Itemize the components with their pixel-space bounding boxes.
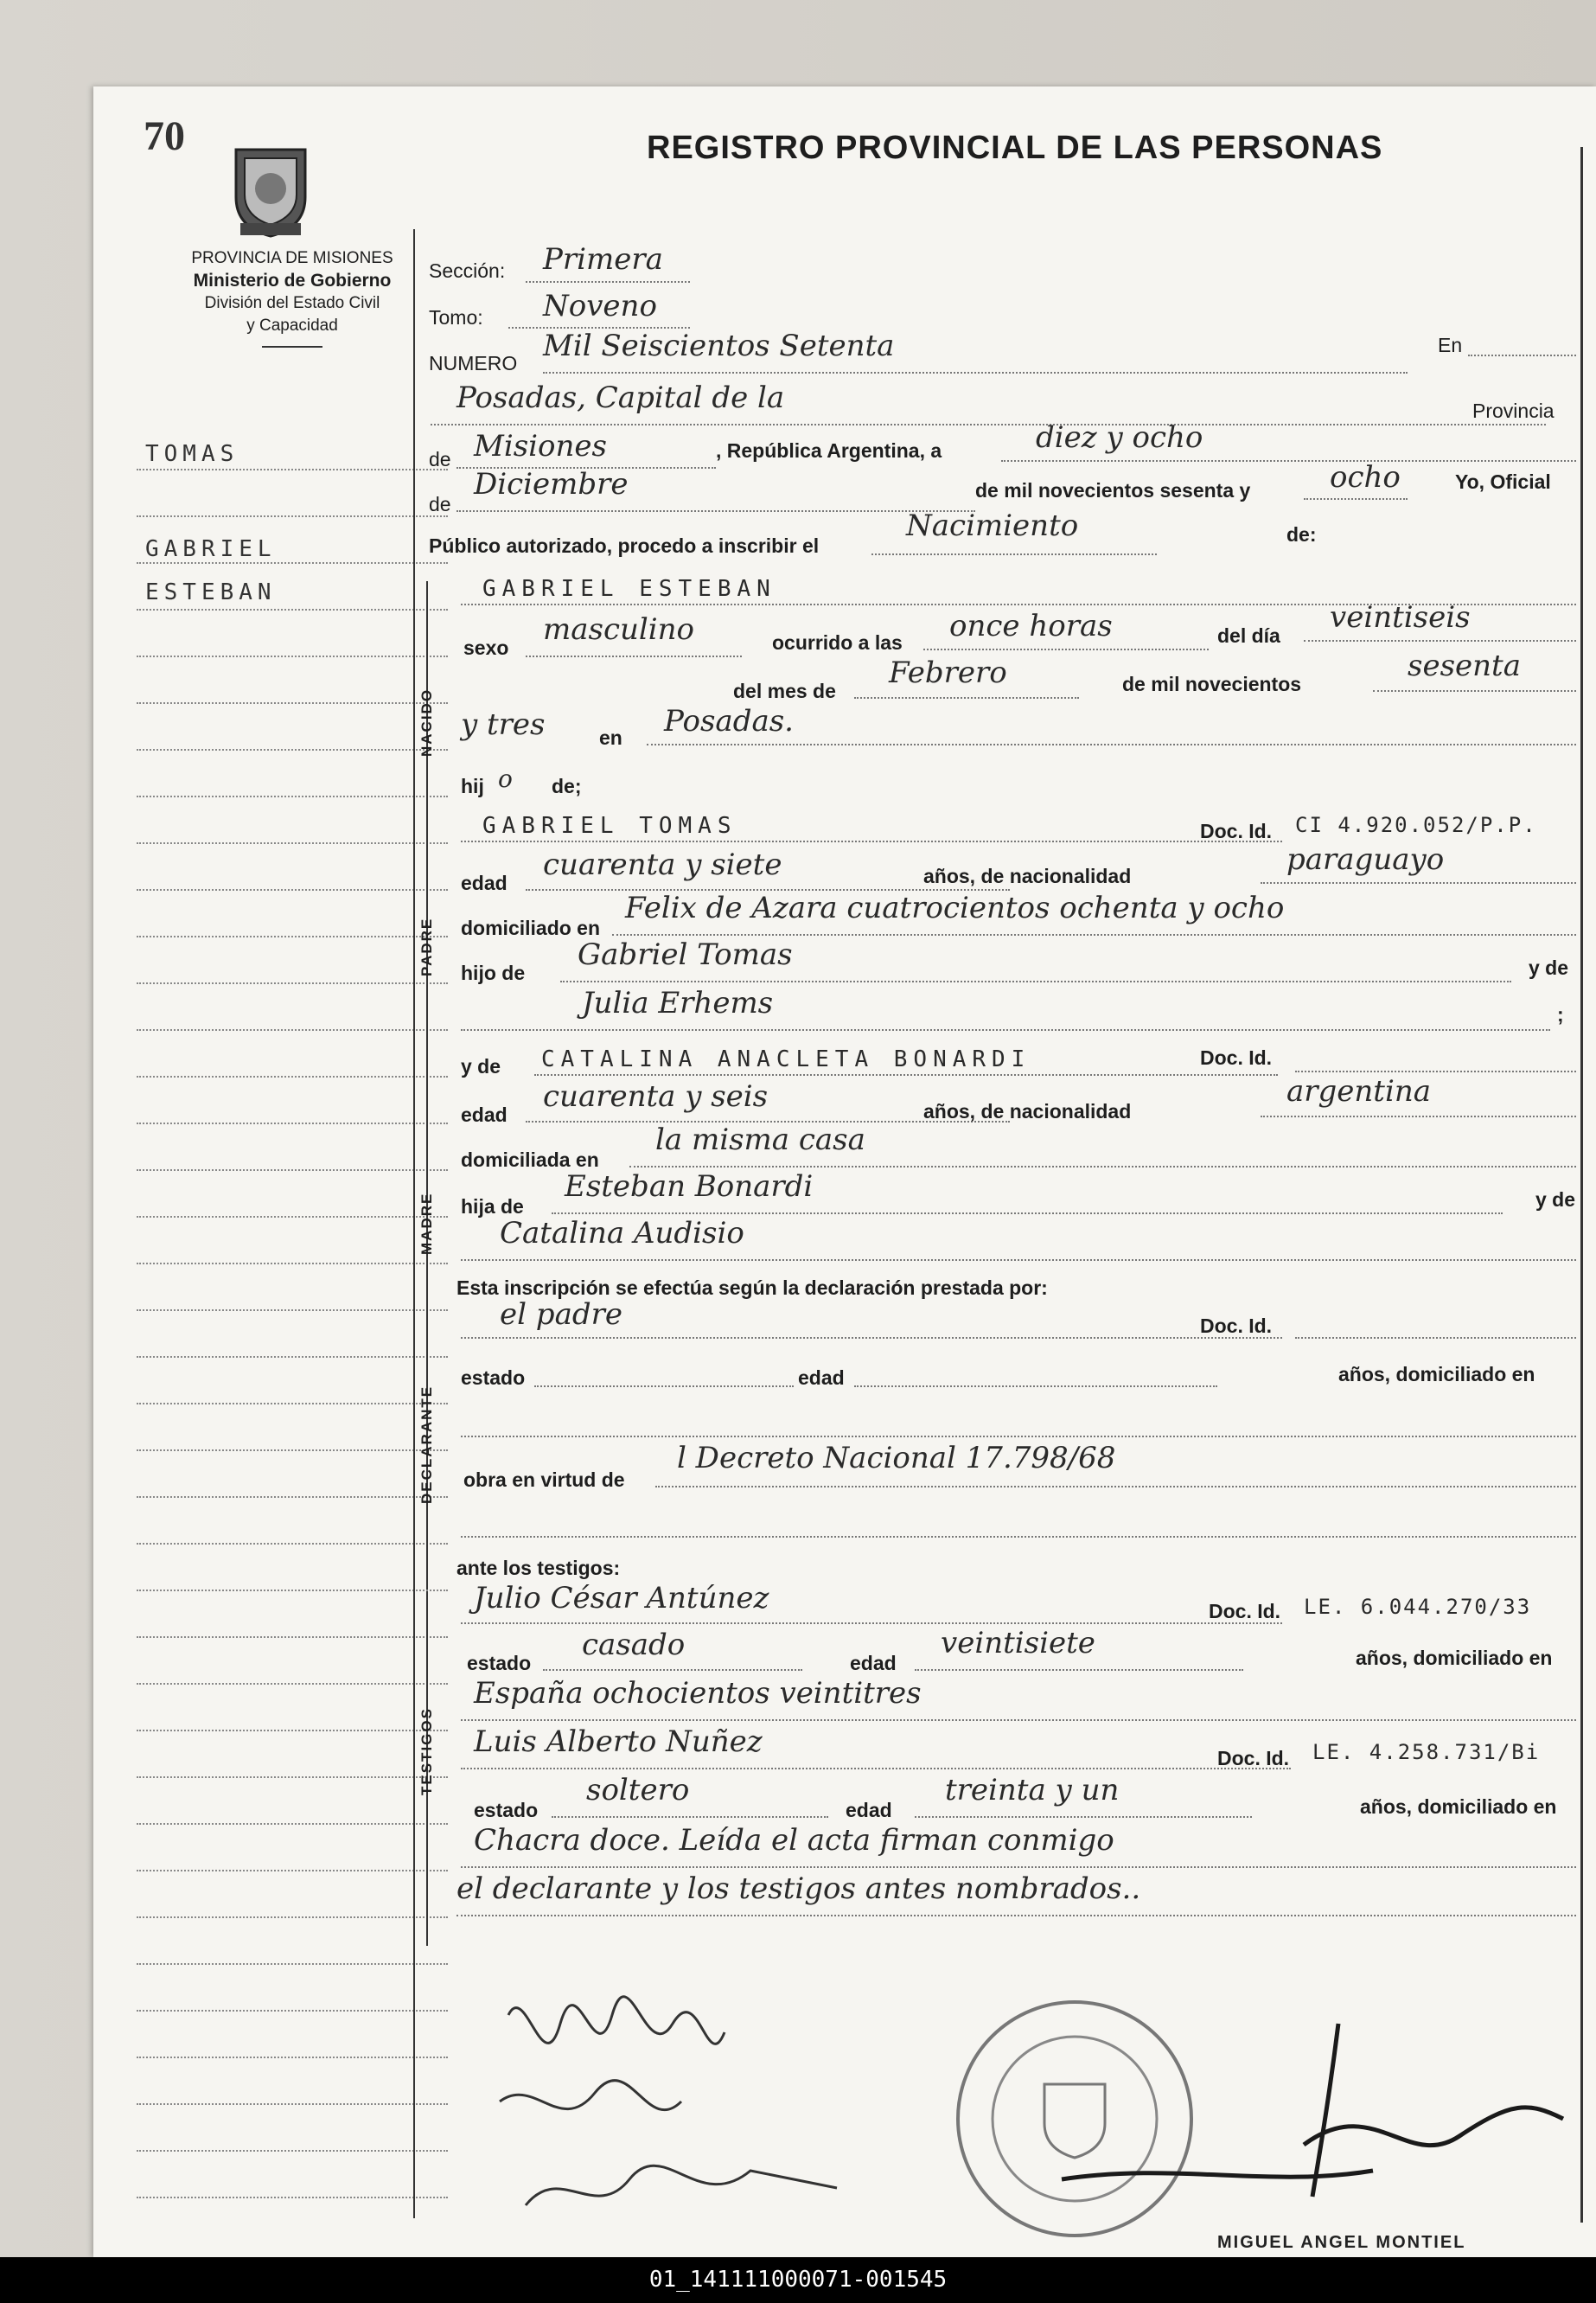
seccion-dots [526, 281, 690, 283]
de-label-1: de [429, 448, 451, 470]
acto-value: Nacimiento [906, 509, 1079, 543]
margin-rule-line [137, 1078, 448, 1124]
side-label-testigos: TESTIGOS [418, 1707, 435, 1795]
margin-rule-line [137, 1731, 448, 1778]
margin-rule-line [137, 657, 448, 704]
madre-y-de-label: y de [1535, 1188, 1576, 1211]
office-division: División del Estado Civil [204, 294, 380, 312]
page-number: 70 [144, 113, 185, 159]
madre-dom-value: la misma casa [655, 1123, 865, 1157]
padre-nombre-value: GABRIEL TOMAS [482, 813, 737, 839]
madre-nac-label: años, de nacionalidad [923, 1100, 1132, 1123]
sexo-label: sexo [463, 637, 509, 659]
madre-y-de-label: y de [461, 1055, 501, 1078]
margin-rule-line [137, 1825, 448, 1871]
margin-rule-line [137, 1264, 448, 1311]
del-dia-label: del día [1217, 624, 1280, 647]
declarante-extra-dots [461, 1536, 1576, 1538]
de-label-2: de [429, 493, 451, 515]
margin-rule-line [137, 1358, 448, 1404]
office-heading [128, 247, 456, 348]
madre-doc-label: Doc. Id. [1200, 1046, 1273, 1069]
anio-nac2-value: y tres [461, 707, 546, 742]
obra-label: obra en virtud de [463, 1468, 625, 1491]
publico-label: Público autorizado, procedo a inscribir el [429, 534, 820, 557]
side-label-declarante: DECLARANTE [418, 1385, 435, 1504]
hij-de-label: de; [552, 775, 582, 797]
margin-rule-line [137, 2105, 448, 2152]
tomo-value: Noveno [543, 289, 657, 323]
declarante-anos-label: años, domiciliado en [1338, 1363, 1535, 1385]
testigo1-estado-value: casado [582, 1628, 686, 1662]
margin-rule-line [137, 1638, 448, 1685]
lugar-dots [431, 424, 1546, 425]
register-page [93, 86, 1596, 2257]
margin-rule-line [137, 704, 448, 751]
declarante-doc-label: Doc. Id. [1200, 1315, 1273, 1337]
declarante-estado-label: estado [461, 1366, 526, 1389]
del-mes-label: del mes de [733, 680, 836, 702]
dia-value: diez y ocho [1036, 420, 1203, 455]
testigo2-estado-label: estado [474, 1799, 539, 1821]
lugar-value: Posadas, Capital de la [456, 381, 785, 415]
madre-madre-value: Catalina Audisio [500, 1216, 744, 1251]
officer-name: MIGUEL ANGEL MONTIEL [1217, 2233, 1466, 2252]
sexo-dots [526, 656, 742, 657]
padre-nac-label: años, de nacionalidad [923, 865, 1132, 887]
office-capacity: y Capacidad [246, 317, 338, 335]
decreto-value: l Decreto Nacional 17.798/68 [677, 1441, 1116, 1475]
margin-rule-line [137, 1404, 448, 1451]
margin-rule-line [137, 891, 448, 937]
padre-hijo-label: hijo de [461, 962, 526, 984]
madre-nac-dots [1261, 1116, 1576, 1117]
margin-rule-line [137, 1685, 448, 1731]
margin-rule-line [137, 984, 448, 1031]
office-province: PROVINCIA DE MISIONES [191, 249, 393, 267]
margin-rule-line [137, 1591, 448, 1638]
cierre2-value: el declarante y los testigos antes nombrados.. [456, 1871, 1141, 1906]
testigo1-value: Julio César Antúnez [474, 1581, 769, 1615]
testigo2-estado-value: soltero [586, 1773, 690, 1807]
declarante-value: el padre [500, 1297, 622, 1332]
testigo2-edad-dots [915, 1816, 1252, 1818]
dia-nac-value: veintiseis [1330, 600, 1471, 635]
declarante-edad-dots [854, 1385, 1217, 1387]
declarante-estado-dots [534, 1385, 794, 1387]
madre-nombre-dots [534, 1074, 1278, 1076]
padre-nombre-dots [461, 841, 1282, 842]
madre-dom-label: domiciliada en [461, 1148, 599, 1171]
padre-edad-value: cuarenta y siete [543, 848, 782, 882]
side-label-nacido: NACIDO [418, 688, 435, 757]
madre-edad-value: cuarenta y seis [543, 1079, 769, 1114]
padre-semicolon: ; [1557, 1003, 1564, 1026]
mes-nac-dots [854, 697, 1079, 699]
testigo1-dom-dots [461, 1719, 1576, 1721]
officer-signature [1044, 1972, 1580, 2231]
nombre-nacido-value: GABRIEL ESTEBAN [482, 576, 776, 602]
madre-nombre-value: CATALINA ANACLETA BONARDI [541, 1046, 1031, 1072]
testigo2-dots [461, 1768, 1291, 1769]
archive-footer-id: 01_141111000071-001545 [0, 2257, 1596, 2303]
padre-dom-value: Felix de Azara cuatrocientos ochenta y ocho [625, 891, 1285, 925]
cierre1-value: Chacra doce. Leída el acta firman conmigo [474, 1823, 1114, 1858]
margin-rule-line [137, 1498, 448, 1545]
margin-rule-line [137, 844, 448, 891]
padre-y-de-label: y de [1529, 956, 1569, 979]
hij-label: hij [461, 775, 484, 797]
testigo2-doc-label: Doc. Id. [1217, 1747, 1290, 1769]
mes-dots [456, 510, 975, 512]
margin-rule-line [137, 2012, 448, 2058]
madre-dom-dots [629, 1166, 1576, 1167]
anio-dots [1304, 498, 1408, 500]
numero-dots [543, 372, 1408, 374]
republica-label: , República Argentina, a [716, 439, 942, 462]
anio-value: ocho [1330, 460, 1401, 495]
padre-doc-value: CI 4.920.052/P.P. [1295, 813, 1537, 837]
sexo-value: masculino [543, 612, 695, 647]
margin-rule-line [137, 1171, 448, 1218]
testigo1-dots [461, 1622, 1282, 1624]
en-dots [1468, 355, 1576, 356]
declarante-dom-dots [461, 1436, 1576, 1437]
de-mil2-label: de mil novecientos [1122, 673, 1302, 695]
padre-dom-label: domiciliado en [461, 917, 601, 939]
provincia-value: Misiones [474, 429, 607, 464]
seccion-label: Sección: [429, 259, 506, 282]
office-rule [262, 346, 322, 348]
acto-dots [871, 553, 1157, 555]
hora-value: once horas [949, 609, 1113, 643]
madre-madre-dots [461, 1259, 1576, 1261]
padre-padre-dots [560, 981, 1511, 982]
en-label: En [1438, 334, 1463, 356]
testigo2-value: Luis Alberto Nuñez [474, 1724, 763, 1759]
madre-edad-label: edad [461, 1104, 508, 1126]
hora-dots [923, 649, 1209, 650]
testigo1-estado-label: estado [467, 1652, 532, 1674]
tomo-label: Tomo: [429, 306, 483, 329]
dia-dots [1001, 460, 1576, 462]
madre-padre-dots [552, 1212, 1503, 1214]
document-title: REGISTRO PROVINCIAL DE LAS PERSONAS [647, 130, 1383, 166]
margin-rule-line [137, 1218, 448, 1264]
padre-madre-dots [461, 1029, 1550, 1031]
margin-rule-line [137, 2058, 448, 2105]
decreto-dots [655, 1486, 1576, 1487]
mes-value: Diciembre [474, 467, 629, 502]
madre-padre-value: Esteban Bonardi [565, 1169, 814, 1204]
margin-rule-line [137, 1311, 448, 1358]
en-lower-label: en [599, 726, 622, 749]
margin-note-esteban: ESTEBAN [145, 579, 277, 605]
dia-nac-dots [1304, 640, 1576, 642]
padre-nac-dots [1261, 882, 1576, 884]
right-border [1580, 147, 1583, 2223]
testigo2-estado-dots [552, 1816, 828, 1818]
margin-rule-line [137, 2152, 448, 2198]
numero-label: NUMERO [429, 352, 518, 374]
testigo1-edad-dots [915, 1669, 1243, 1671]
testigo1-estado-dots [543, 1669, 802, 1671]
padre-doc-label: Doc. Id. [1200, 820, 1273, 842]
margin-rule-line [137, 1918, 448, 1965]
anio-nac1-dots [1373, 690, 1576, 692]
de-colon-label: de: [1286, 523, 1317, 546]
mes-nac-value: Febrero [889, 656, 1007, 690]
padre-nac-value: paraguayo [1286, 842, 1445, 877]
testigo1-doc-value: LE. 6.044.270/33 [1304, 1595, 1532, 1619]
testigo2-edad-label: edad [846, 1799, 892, 1821]
margin-note-lines [137, 424, 448, 2198]
numero-value: Mil Seiscientos Setenta [543, 329, 895, 363]
side-label-padre: PADRE [418, 917, 435, 977]
testigo1-dom-value: España ochocientos veintitres [474, 1676, 922, 1711]
margin-rule-line [137, 1545, 448, 1591]
margin-rule-line [137, 470, 448, 517]
lugar-nac-value: Posadas. [664, 704, 794, 739]
margin-rule-line [137, 1031, 448, 1078]
declarante-edad-label: edad [798, 1366, 845, 1389]
testigo2-edad-value: treinta y un [945, 1773, 1120, 1807]
testigo1-edad-value: veintisiete [941, 1626, 1095, 1660]
ante-testigos-label: ante los testigos: [456, 1557, 621, 1579]
margin-rule-line [137, 611, 448, 657]
margin-rule-line [137, 751, 448, 797]
declarante-dots [461, 1337, 1282, 1339]
margin-rule-line [137, 1124, 448, 1171]
testigo2-anos-label: años, domiciliado en [1360, 1795, 1557, 1818]
padre-madre-value: Julia Erhems [582, 986, 774, 1020]
cierre1-dots [461, 1866, 1576, 1868]
madre-doc-dots [1295, 1071, 1576, 1072]
de-mil-label: de mil novecientos sesenta y [975, 479, 1251, 502]
testigo2-doc-value: LE. 4.258.731/Bi [1312, 1740, 1541, 1764]
testigo1-edad-label: edad [850, 1652, 897, 1674]
cierre2-dots [456, 1915, 1576, 1916]
declarante-doc-dots [1295, 1337, 1576, 1339]
anio-nac1-value: sesenta [1408, 649, 1521, 683]
side-label-madre: MADRE [418, 1192, 435, 1256]
declaracion-label: Esta inscripción se efectúa según la declaración prestada por: [456, 1276, 1048, 1299]
padre-padre-value: Gabriel Tomas [578, 937, 793, 972]
margin-rule-line [137, 1451, 448, 1498]
padre-dom-dots [612, 934, 1576, 936]
testigo1-anos-label: años, domiciliado en [1356, 1647, 1553, 1669]
hij-value: o [498, 764, 513, 793]
lugar-nac-dots [647, 744, 1576, 745]
margin-note-gabriel: GABRIEL [145, 536, 277, 562]
margin-divider [413, 229, 415, 2218]
provincia-label: Provincia [1472, 400, 1555, 422]
ocurrido-label: ocurrido a las [772, 631, 903, 654]
margin-rule-line [137, 1871, 448, 1918]
testigo1-doc-label: Doc. Id. [1209, 1600, 1281, 1622]
yo-oficial-label: Yo, Oficial [1455, 470, 1551, 493]
coat-of-arms-seal [223, 137, 318, 240]
seccion-value: Primera [543, 242, 663, 277]
padre-edad-label: edad [461, 872, 508, 894]
madre-nac-value: argentina [1286, 1074, 1432, 1109]
margin-rule-line [137, 937, 448, 984]
office-ministry: Ministerio de Gobierno [193, 271, 392, 291]
margin-rule-line [137, 1778, 448, 1825]
witness-signatures [474, 1946, 949, 2240]
margin-rule-line [137, 797, 448, 844]
margin-note-tomas: TOMAS [145, 441, 239, 467]
margin-rule-line [137, 1965, 448, 2012]
madre-hija-label: hija de [461, 1195, 524, 1218]
